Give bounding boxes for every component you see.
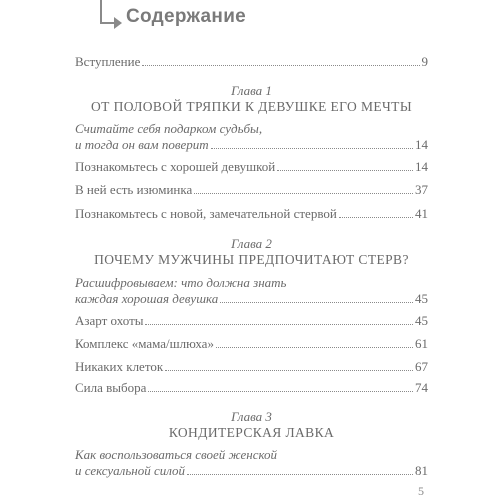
toc-page-number: 61 <box>415 336 428 351</box>
toc-entry-text: Азарт охоты <box>75 313 144 328</box>
toc-entry[interactable] <box>75 275 428 307</box>
chapter-label: Глава 1 <box>231 83 272 98</box>
toc-entry[interactable] <box>75 182 428 198</box>
toc-entry-text: Сила выбора <box>75 380 147 395</box>
page-number: 5 <box>418 484 424 498</box>
dot-leader <box>187 473 413 475</box>
toc-entry[interactable] <box>75 359 428 375</box>
arrow-right-icon <box>114 17 122 29</box>
toc-page-number: 81 <box>415 463 428 478</box>
toc-entry-text: Познакомьтесь с хорошей девушкой <box>75 159 276 174</box>
dot-leader <box>142 64 419 66</box>
dot-leader <box>339 216 413 218</box>
toc-entry-text-line1: Считайте себя подарком судьбы, <box>75 121 263 136</box>
header-bracket-icon <box>100 0 114 24</box>
dot-leader <box>216 346 413 348</box>
toc-entry[interactable] <box>75 336 428 352</box>
toc-header <box>100 0 430 36</box>
toc-entry[interactable] <box>75 313 428 329</box>
dot-leader <box>148 390 413 392</box>
dot-leader <box>277 169 413 171</box>
toc-entry-text-line2: и тогда он вам поверит <box>75 137 209 152</box>
toc-entry-text-line1: Как воспользоваться своей женской <box>75 447 278 462</box>
dot-leader <box>220 301 413 303</box>
toc-entry[interactable] <box>75 159 428 175</box>
toc-entry-text-line1: Расшифровываем: что должна знать <box>75 275 287 290</box>
toc-entry-text: Познакомьтесь с новой, замечательной стервой <box>75 206 337 221</box>
toc-entry-text: Вступление <box>75 54 141 69</box>
toc-entry[interactable] <box>75 206 428 222</box>
page-title: Содержание <box>126 6 247 27</box>
dot-leader <box>211 147 413 149</box>
toc-entry-text: Никаких клеток <box>75 359 164 374</box>
toc-entry-text: Комплекс «мама/шлюха» <box>75 336 214 351</box>
toc-entry-text-line2: и сексуальной силой <box>75 463 186 478</box>
chapter-label: Глава 3 <box>231 409 272 424</box>
toc-page-number: 41 <box>415 206 428 221</box>
toc-page-number: 14 <box>415 159 428 174</box>
toc-page-number: 37 <box>415 182 428 197</box>
toc-entry-intro[interactable] <box>75 54 428 70</box>
toc-entry[interactable] <box>75 380 428 396</box>
toc-entry-text-line2: каждая хорошая девушка <box>75 291 219 306</box>
toc-page-number: 45 <box>415 291 428 306</box>
toc-page-number: 9 <box>421 54 428 69</box>
toc-entry[interactable] <box>75 447 428 479</box>
toc-page-number: 45 <box>415 313 428 328</box>
chapter-title: КОНДИТЕРСКАЯ ЛАВКА <box>168 425 335 440</box>
toc-entry[interactable] <box>75 121 428 153</box>
toc-page-number: 74 <box>415 380 428 395</box>
toc-page-number: 14 <box>415 137 428 152</box>
dot-leader <box>145 323 413 325</box>
chapter-title: ОТ ПОЛОВОЙ ТРЯПКИ К ДЕВУШКЕ ЕГО МЕЧТЫ <box>91 99 412 114</box>
dot-leader <box>165 369 413 371</box>
chapter-label: Глава 2 <box>231 236 272 251</box>
dot-leader <box>194 192 413 194</box>
toc-page-number: 67 <box>415 359 428 374</box>
chapter-title: ПОЧЕМУ МУЖЧИНЫ ПРЕДПОЧИТАЮТ СТЕРВ? <box>94 252 409 267</box>
toc-entry-text: В ней есть изюминка <box>75 182 193 197</box>
